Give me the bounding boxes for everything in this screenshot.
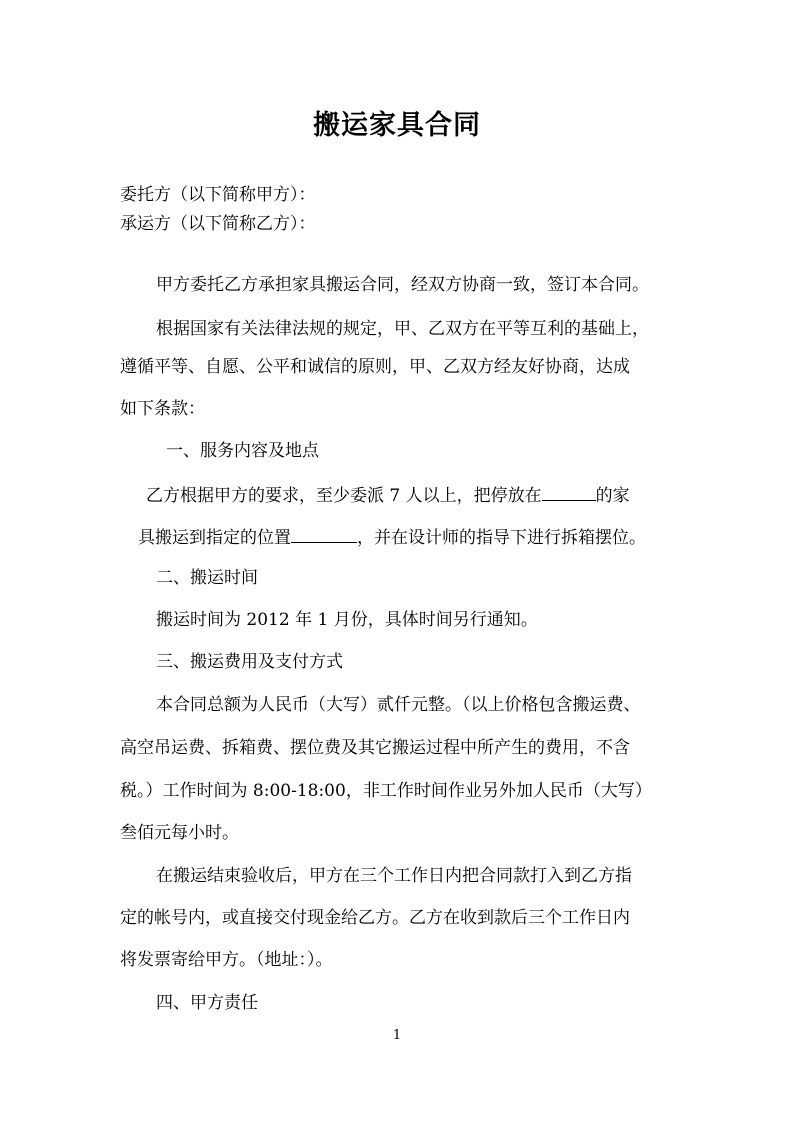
intro-paragraph-2-line-1: 根据国家有关法律法规的规定，甲、乙双方在平等互利的基础上， (156, 319, 649, 339)
section-1-line-1-text-a: 乙方根据甲方的要求，至少委派 7 人以上，把停放在 (146, 486, 542, 506)
section-2-body: 搬运时间为 2012 年 1 月份，具体时间另行通知。 (156, 610, 538, 630)
section-3-heading: 三、搬运费用及支付方式 (156, 652, 343, 672)
section-3-para-1-line-4: 叁佰元每小时。 (120, 823, 239, 843)
section-1-heading: 一、服务内容及地点 (166, 441, 319, 461)
section-1-line-2 (138, 526, 646, 548)
section-3-para-1-line-3: 税。）工作时间为 8:00-18:00，非工作时间作业另外加人民币（大写） (120, 781, 652, 801)
section-3-para-2-line-3: 将发票寄给甲方。（地址：）。 (120, 950, 333, 970)
pickup-location-blank (542, 484, 596, 501)
party-a-label: 委托方（以下简称甲方）： (120, 185, 316, 205)
intro-paragraph-1: 甲方委托乙方承担家具搬运合同，经双方协商一致，签订本合同。 (156, 275, 649, 295)
intro-paragraph-2-line-2: 遵循平等、自愿、公平和诚信的原则，甲、乙双方经友好协商，达成 (120, 357, 630, 377)
section-3-para-1-line-2: 高空吊运费、拆箱费、摆位费及其它搬运过程中所产生的费用，不含 (120, 738, 630, 758)
document-title: 搬运家具合同 (313, 110, 481, 141)
destination-blank (291, 526, 357, 543)
section-1-line-2-text-b: ，并在设计师的指导下进行拆箱摆位。 (357, 528, 646, 548)
section-3-para-2-line-1: 在搬运结束验收后，甲方在三个工作日内把合同款打入到乙方指 (156, 866, 632, 886)
section-3-para-1-line-1: 本合同总额为人民币（大写）贰仟元整。（以上价格包含搬运费、 (156, 695, 641, 715)
section-1-line-2-text-a: 具搬运到指定的位置 (138, 528, 291, 548)
section-1-line-1-text-b: 的家 (595, 486, 630, 506)
section-4-heading: 四、甲方责任 (156, 993, 258, 1013)
party-b-label: 承运方（以下简称乙方）： (120, 214, 316, 234)
intro-paragraph-2-line-3: 如下条款： (120, 399, 205, 419)
section-3-para-2-line-2: 定的帐号内，或直接交付现金给乙方。乙方在收到款后三个工作日内 (120, 908, 630, 928)
section-1-line-1 (146, 484, 630, 506)
page-number: 1 (392, 1028, 402, 1043)
section-2-heading: 二、搬运时间 (156, 568, 258, 588)
